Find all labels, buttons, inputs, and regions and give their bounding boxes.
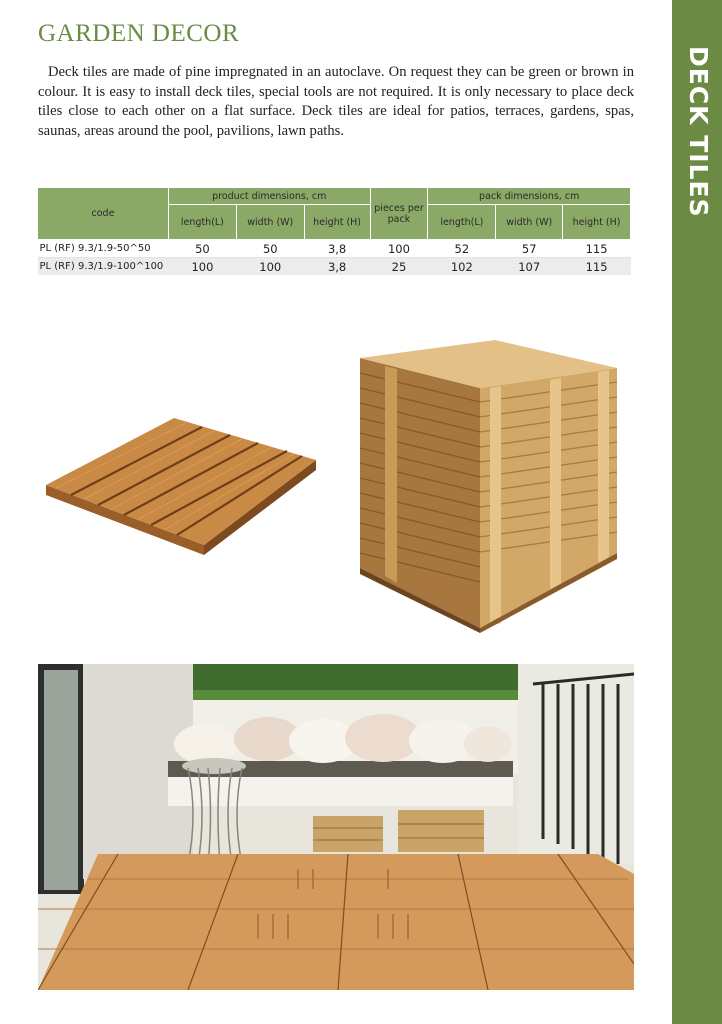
intro-paragraph: Deck tiles are made of pine impregnated in an autoclave. On request they can be green or brown in colour. It is easy to install deck tiles, special tools are not required. It is only necessary to place deck tiles close to each other on a flat surface. Deck tiles are ideal for patios, terraces, gardens, spas, saunas, areas around the pool, pavilions, lawn paths. (38, 64, 634, 139)
pack-height-cell: 115 (563, 258, 631, 276)
table-row (38, 258, 631, 276)
code-cell: PL (RF) 9.3/1.9-100^100 (38, 258, 169, 276)
pack-height-header: height (H) (563, 205, 631, 240)
pieces-per-pack-header: pieces per pack (370, 188, 428, 240)
pack-length-header: length(L) (428, 205, 496, 240)
product-height-header: height (H) (304, 205, 370, 240)
height-cell: 3,8 (304, 240, 370, 258)
terrace-scene-image (38, 664, 634, 990)
height-cell: 3,8 (304, 258, 370, 276)
spec-table (37, 187, 631, 275)
pack-length-cell: 52 (428, 240, 496, 258)
pack-width-cell: 107 (496, 258, 563, 276)
product-dimensions-header: product dimensions, cm (168, 188, 370, 205)
product-width-header: width (W) (236, 205, 304, 240)
code-header: code (38, 188, 169, 240)
pack-dimensions-header: pack dimensions, cm (428, 188, 631, 205)
pieces-cell: 25 (370, 258, 428, 276)
code-cell: PL (RF) 9.3/1.9-50^50 (38, 240, 169, 258)
side-tab-label: DECK TILES (684, 46, 713, 218)
pack-width-header: width (W) (496, 205, 563, 240)
pallet-image (355, 338, 625, 633)
length-cell: 100 (168, 258, 236, 276)
deck-tile-image (44, 415, 319, 565)
pieces-cell: 100 (370, 240, 428, 258)
product-length-header: length(L) (168, 205, 236, 240)
width-cell: 100 (236, 258, 304, 276)
length-cell: 50 (168, 240, 236, 258)
pack-width-cell: 57 (496, 240, 563, 258)
width-cell: 50 (236, 240, 304, 258)
side-tab (672, 0, 722, 1024)
page-title: GARDEN DECOR (38, 20, 240, 47)
pack-height-cell: 115 (563, 240, 631, 258)
pack-length-cell: 102 (428, 258, 496, 276)
table-row (38, 240, 631, 258)
